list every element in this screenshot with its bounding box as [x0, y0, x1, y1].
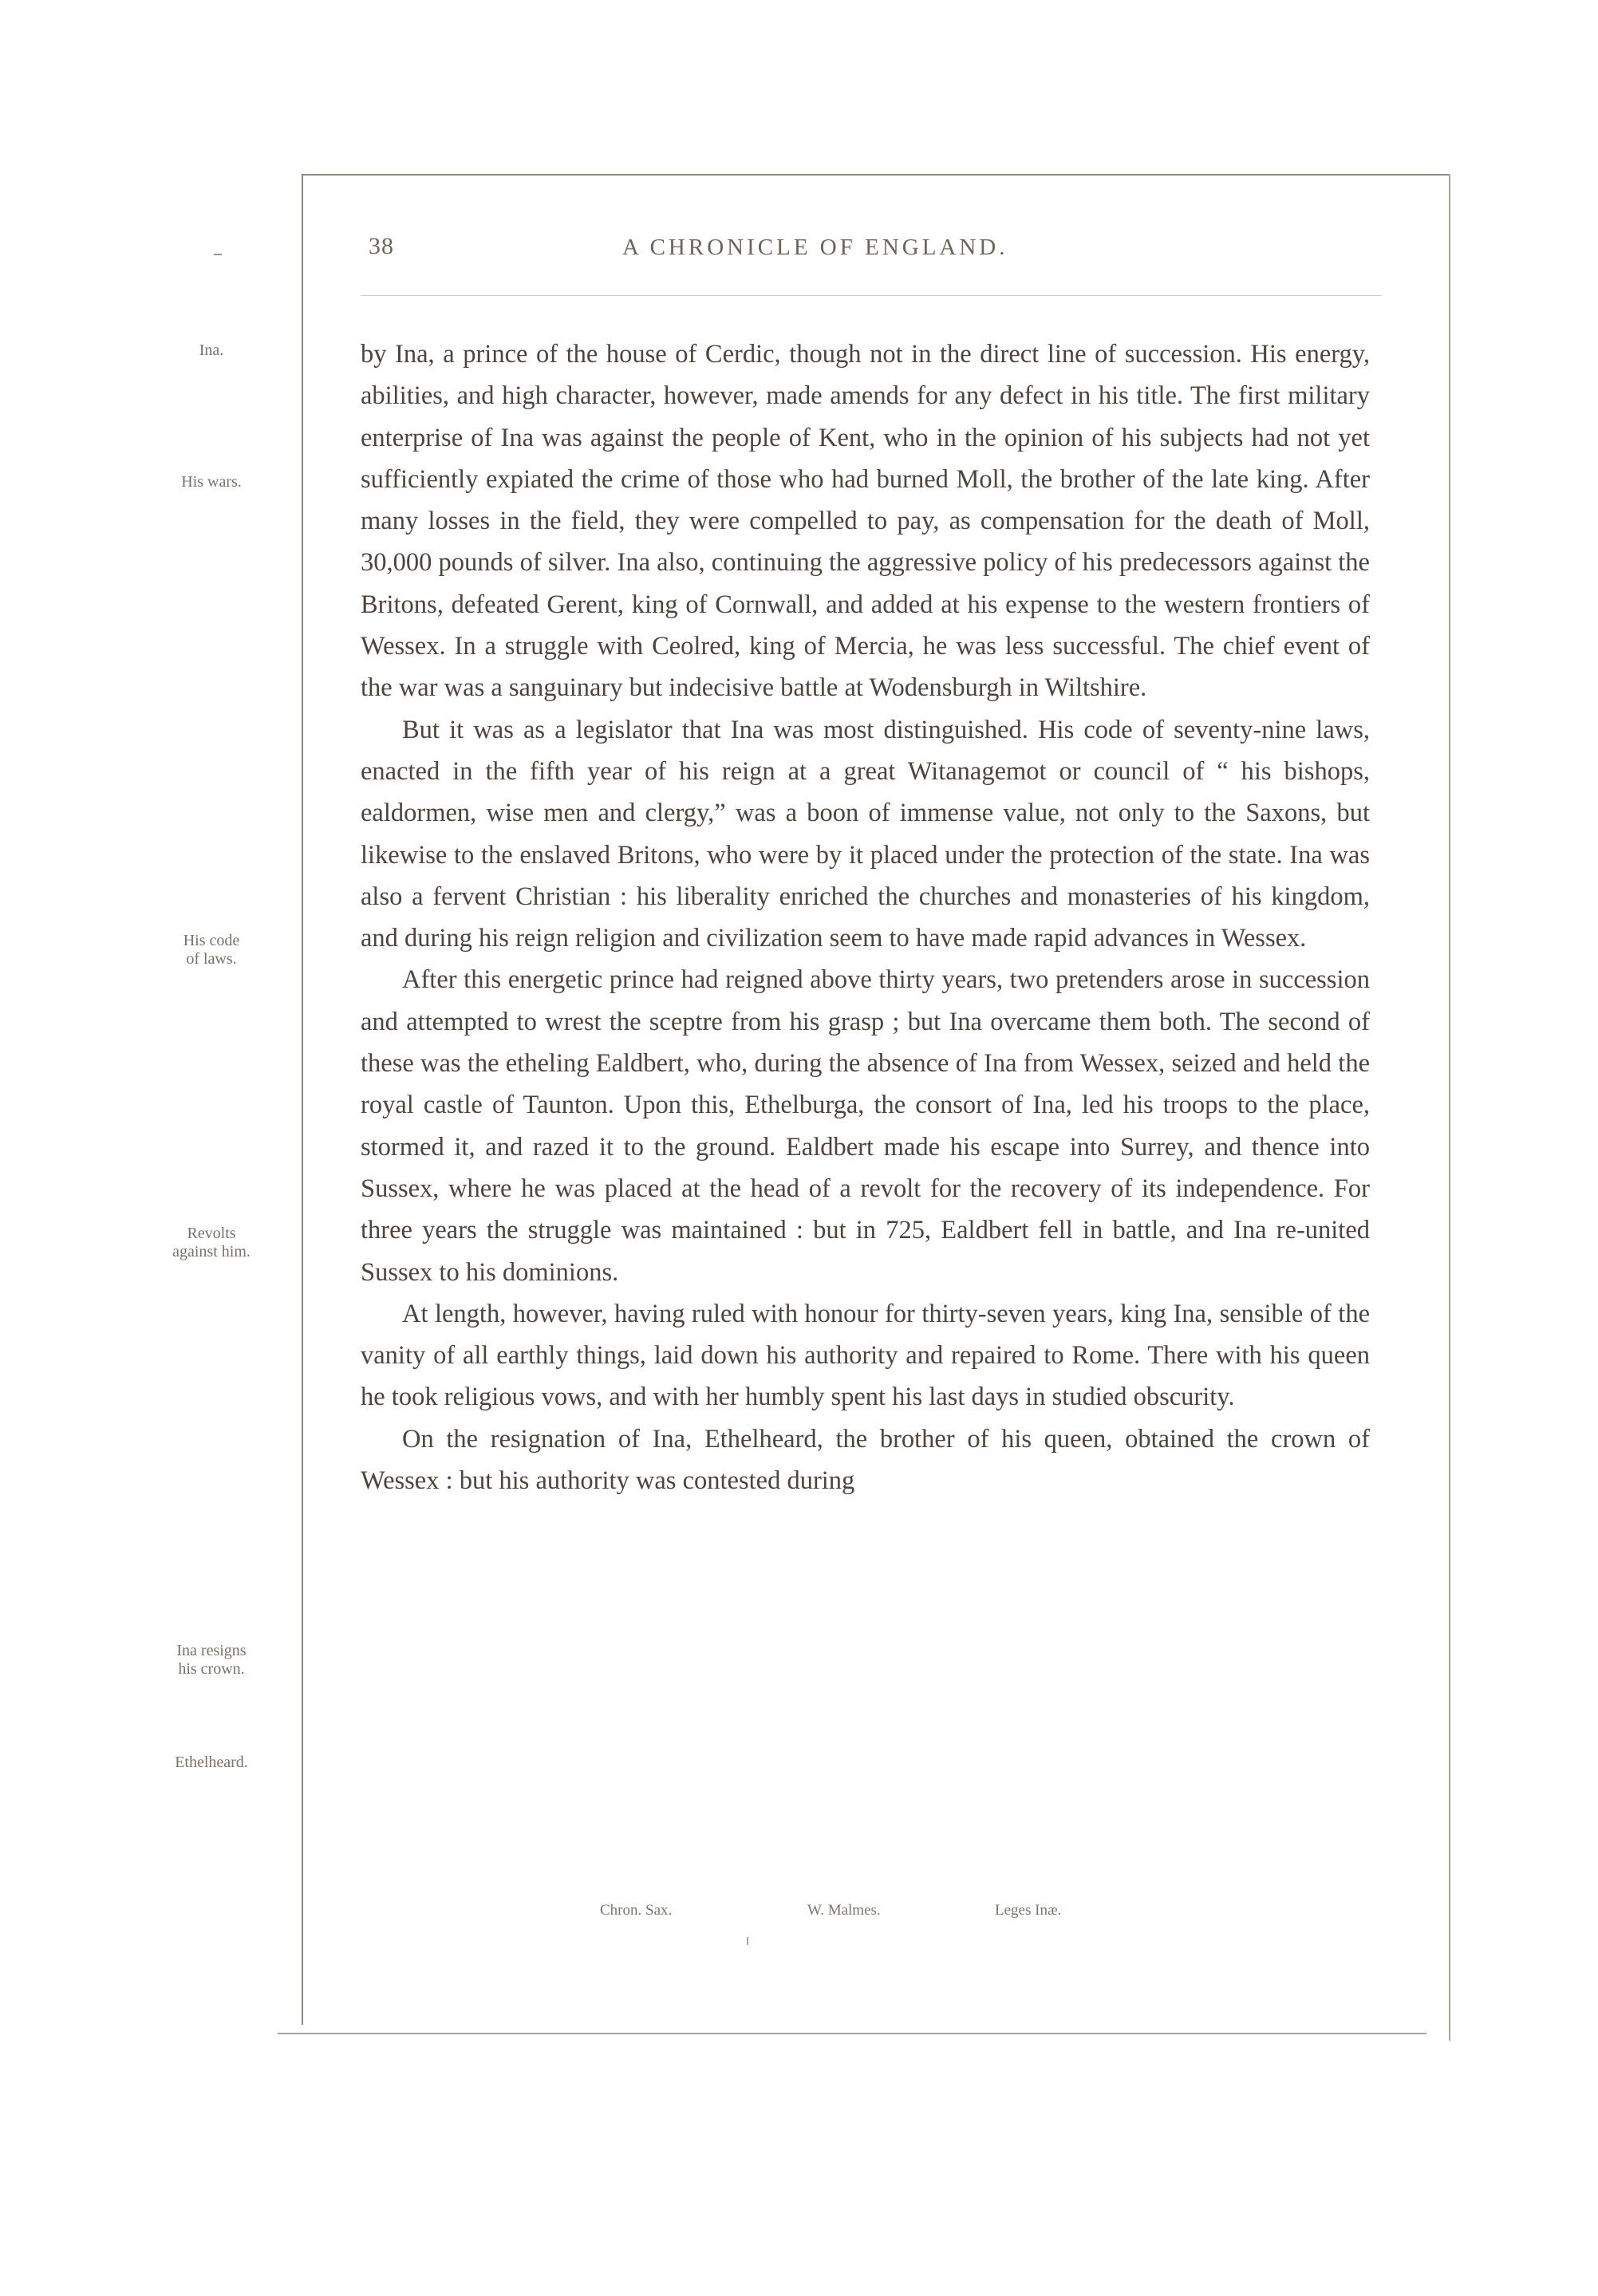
- running-title: A CHRONICLE OF ENGLAND.: [622, 235, 1008, 260]
- paragraph-2: But it was as a legislator that Ina was most distinguished. His code of seventy-nine laws, enacted in the fifth year of his reign at a great Witanagemot or council of “ his bishops, ealdormen, wise men and clergy,” was a boon of immense value, not only to the Saxons, but likewise to the enslaved Britons, who were by it placed under the protection of the state. Ina was also a fervent Christian : his liberality enriched the churches and monasteries of his kingdom, and during his reign religion and civilization seem to have made rapid advances in Wessex.: [361, 715, 1370, 953]
- sidenote-revolts-against-him: Revolts against him.: [172, 1225, 251, 1260]
- print-mark: [747, 1937, 748, 1945]
- footnote-w-malmes: W. Malmes.: [807, 1902, 881, 1919]
- page-number: 38: [369, 233, 394, 259]
- sidenote-his-wars: His wars.: [181, 473, 242, 491]
- sidenote-ethelheard: Ethelheard.: [175, 1754, 248, 1771]
- paragraph-1: by Ina, a prince of the house of Cerdic, though not in the direct line of succession. His energy, abilities, and high character, however, made amends for any defect in his title. The first military enterprise of Ina was against the people of Kent, who in the opinion of his subjects had not yet sufficiently expiated the crime of those who had burned Moll, the brother of the late king. After many losses in the field, they were compelled to pay, as compensation for the death of Moll, 30,000 pounds of silver. Ina also, continuing the aggressive policy of his predecessors against the Britons, defeated Gerent, king of Cornwall, and added at his expense to the western frontiers of Wessex. In a struggle with Ceolred, king of Mercia, he was less successful. The chief event of the war was a sanguinary but indecisive battle at Wodensburgh in Wiltshire.: [361, 340, 1370, 703]
- paragraph-3: After this energetic prince had reigned above thirty years, two pretenders arose in succession and attempted to wrest the sceptre from his grasp ; but Ina overcame them both. The second of these was the etheling Ealdbert, who, during the absence of Ina from Wessex, seized and held the royal castle of Taunton. Upon this, Ethelburga, the consort of Ina, led his troops to the place, stormed it, and razed it to the ground. Ealdbert made his escape into Surrey, and thence into Sussex, where he was placed at the head of a revolt for the recovery of its independence. For three years the struggle was maintained : but in 725, Ealdbert fell in battle, and Ina re-united Sussex to his dominions.: [361, 965, 1370, 1287]
- frame-bottom-rule: [278, 2033, 1426, 2034]
- frame-top-rule: [302, 174, 1450, 176]
- header-rule: [361, 295, 1382, 296]
- margin-dash: [214, 254, 222, 255]
- footnote-chron-sax: Chron. Sax.: [600, 1902, 673, 1919]
- frame-left-rule: [302, 174, 303, 2025]
- sidenote-ina-resigns-his-crown: Ina resigns his crown.: [176, 1642, 247, 1678]
- body-text: [361, 333, 1370, 1501]
- frame-right-rule: [1449, 174, 1450, 2041]
- paragraph-4: At length, however, having ruled with honour for thirty-seven years, king Ina, sensible of the vanity of all earthly things, laid down his authority and repaired to Rome. There with his queen he took religious vows, and with her humbly spent his last days in studied obscurity.: [361, 1299, 1370, 1412]
- sidenote-ina: Ina.: [199, 341, 224, 359]
- paragraph-5: On the resignation of Ina, Ethelheard, the brother of his queen, obtained the crown of Wessex : but his authority was contested during: [361, 1424, 1370, 1496]
- sidenote-his-code-of-laws: His code of laws.: [183, 932, 240, 968]
- footnote-leges-inae: Leges Inæ.: [995, 1902, 1062, 1919]
